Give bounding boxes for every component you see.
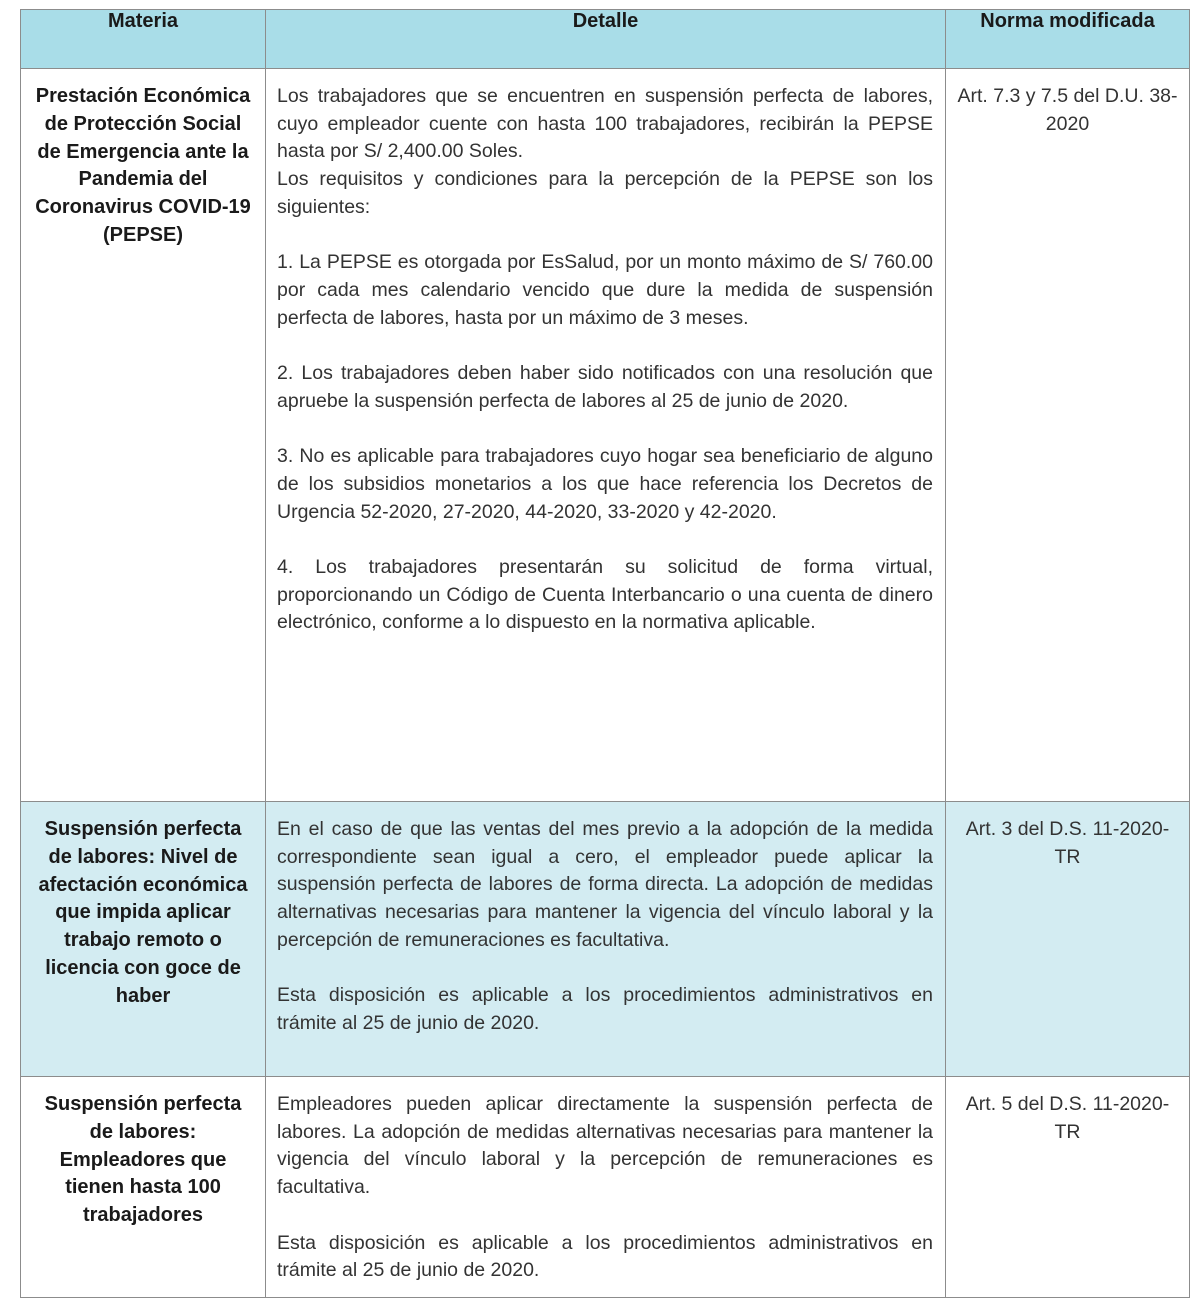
row-detalle <box>266 802 946 1077</box>
detalle-paragraph: 1. La PEPSE es otorgada por EsSalud, por un monto máximo de S/ 760.00 por cada mes calendario vencido que dure la medida de suspensión perfecta de labores, hasta por un máximo de 3 meses. <box>277 251 933 329</box>
row-norma: Art. 3 del D.S. 11-2020-TR <box>946 802 1190 1077</box>
row-norma: Art. 5 del D.S. 11-2020-TR <box>946 1077 1190 1298</box>
row-norma: Art. 7.3 y 7.5 del D.U. 38-2020 <box>946 69 1190 802</box>
detalle-paragraph: Esta disposición es aplicable a los procedimientos administrativos en trámite al 25 de junio de 2020. <box>277 984 933 1034</box>
detalle-paragraph: Los requisitos y condiciones para la percepción de la PEPSE son los siguientes: <box>277 168 933 218</box>
detalle-paragraph: Los trabajadores que se encuentren en suspensión perfecta de labores, cuyo empleador cuente con hasta 100 trabajadores, recibirán la PEPSE hasta por S/ 2,400.00 Soles. <box>277 85 933 163</box>
row-materia: Prestación Económica de Protección Social de Emergencia ante la Pandemia del Coronavirus COVID-19 (PEPSE) <box>21 69 266 802</box>
row-materia: Suspensión perfecta de labores: Empleadores que tienen hasta 100 trabajadores <box>21 1077 266 1298</box>
row-materia: Suspensión perfecta de labores: Nivel de afectación económica que impida aplicar trabajo remoto o licencia con goce de haber <box>21 802 266 1077</box>
detalle-paragraph: En el caso de que las ventas del mes previo a la adopción de la medida correspondiente sean igual a cero, el empleador puede aplicar la suspensión perfecta de labores de forma directa. La adopción de medidas alternativas necesarias para mantener la vigencia del vínculo laboral y la percepción de remuneraciones es facultativa. <box>277 818 933 951</box>
row-detalle <box>266 1077 946 1298</box>
legal-changes-table <box>20 9 1190 1298</box>
header-norma: Norma modificada <box>946 10 1190 69</box>
detalle-paragraph: 2. Los trabajadores deben haber sido notificados con una resolución que apruebe la suspensión perfecta de labores al 25 de junio de 2020. <box>277 362 933 412</box>
table-body <box>21 69 1190 1298</box>
row-detalle <box>266 69 946 802</box>
table-row <box>21 1077 1190 1298</box>
detalle-paragraph: 3. No es aplicable para trabajadores cuyo hogar sea beneficiario de alguno de los subsidios monetarios a los que hace referencia los Decretos de Urgencia 52-2020, 27-2020, 44-2020, 33-2020 y 42-2020. <box>277 445 933 523</box>
table-row <box>21 802 1190 1077</box>
header-detalle: Detalle <box>266 10 946 69</box>
table-row <box>21 69 1190 802</box>
table-header <box>21 10 1190 69</box>
detalle-paragraph: 4. Los trabajadores presentarán su solicitud de forma virtual, proporcionando un Código de Cuenta Interbancario o una cuenta de dinero electrónico, conforme a lo dispuesto en la normativa aplicable. <box>277 555 933 634</box>
detalle-paragraph: Esta disposición es aplicable a los procedimientos administrativos en trámite al 25 de junio de 2020. <box>277 1231 933 1282</box>
header-row <box>21 10 1190 69</box>
detalle-paragraph: Empleadores pueden aplicar directamente la suspensión perfecta de labores. La adopción de medidas alternativas necesarias para mantener la vigencia del vínculo laboral y la percepción de remuneraciones es facultativa. <box>277 1093 933 1199</box>
header-materia: Materia <box>21 10 266 69</box>
